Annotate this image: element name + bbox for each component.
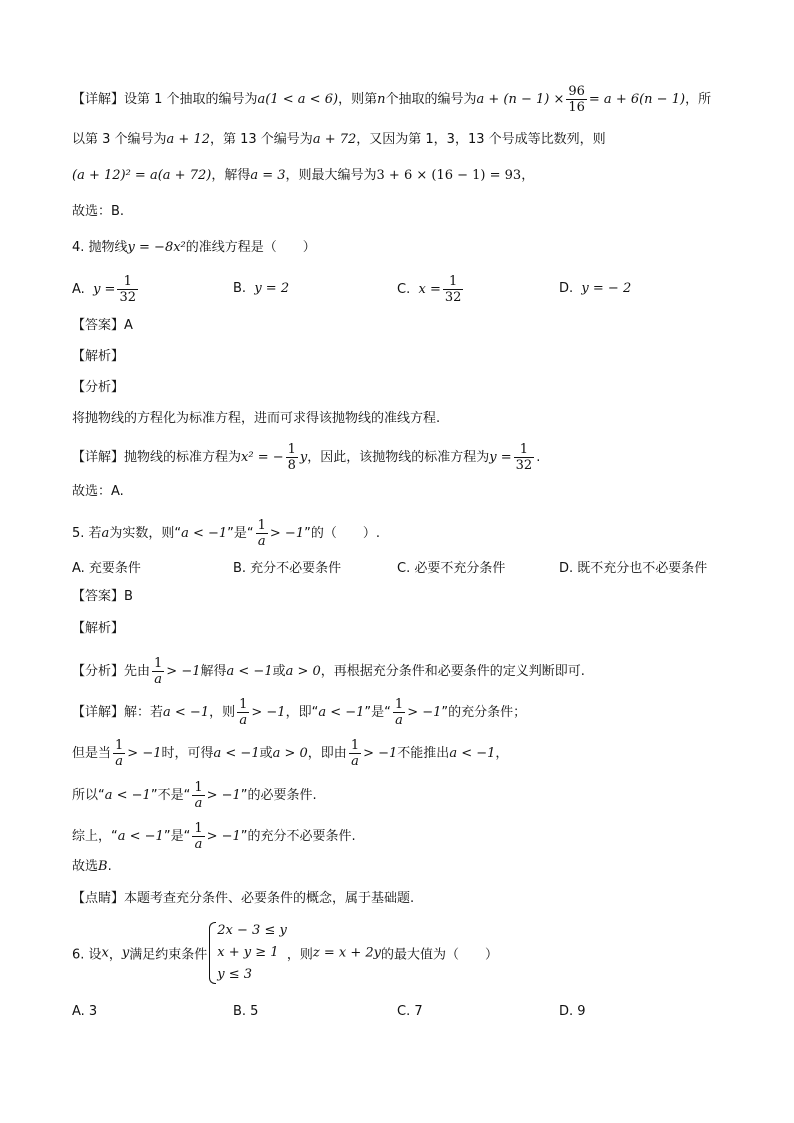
- text: ，则第: [338, 92, 378, 107]
- math: a: [101, 526, 110, 541]
- text: ，则最大编号为: [285, 168, 377, 183]
- text: ，又因为第 1，3，13 个号成等比数列，则: [356, 132, 606, 147]
- text: ”是“: [364, 705, 391, 720]
- q4-fenxi-text: 将抛物线的方程化为标准方程，进而可求得该抛物线的准线方程.: [72, 411, 441, 426]
- math: > −1: [407, 705, 442, 720]
- math: > −1: [127, 746, 162, 761]
- q5-option-d: D. 既不充分也不必要条件: [559, 561, 708, 576]
- math: z = x + 2y: [312, 945, 381, 961]
- math: (a + 12)² = a(a + 72): [72, 168, 212, 183]
- fraction: $\frac{1}{a}$: [194, 780, 203, 811]
- text: 为实数，则“: [109, 526, 182, 541]
- q5-option-a: A. 充要条件: [72, 561, 141, 576]
- text: ，则: [286, 947, 313, 963]
- q3-detail-line-3: [72, 167, 734, 185]
- math: = a + 6(n − 1): [588, 92, 686, 107]
- q4-option-b: [233, 281, 289, 296]
- math: a < −1: [449, 746, 496, 761]
- math: 3 + 6 × (16 − 1) = 93: [376, 168, 522, 183]
- q5-detail-line-4: [72, 821, 734, 852]
- q4-option-c: [397, 274, 465, 305]
- q5-option-c: C. 必要不充分条件: [397, 561, 506, 576]
- math: x² = −: [241, 450, 284, 465]
- math: y: [299, 450, 308, 465]
- text: .: [536, 450, 541, 465]
- q4-detail: [72, 442, 734, 473]
- math: x: [101, 945, 109, 961]
- q5-option-b: B. 充分不必要条件: [233, 561, 342, 576]
- text: ”不是“: [150, 788, 191, 803]
- text: 但是当: [72, 746, 112, 761]
- fraction: $\frac{1}{8}$: [287, 442, 296, 473]
- text: 满足约束条件: [129, 947, 208, 963]
- text: 所以“: [72, 788, 105, 803]
- fraction: $\frac{96}{16}$: [568, 84, 585, 115]
- constraint-system: [207, 920, 287, 986]
- text: ”是“: [227, 526, 254, 541]
- math: y =: [489, 450, 512, 465]
- q5-stem: [72, 518, 734, 549]
- q6-option-a: A. 3: [72, 1004, 98, 1019]
- text: ，: [108, 947, 122, 963]
- fraction: $\frac{1}{a}$: [239, 697, 248, 728]
- text: ”的充分条件；: [441, 705, 527, 720]
- q5-detail-line-3: [72, 780, 734, 811]
- math: > −1: [269, 526, 305, 541]
- text: ，: [495, 746, 509, 761]
- math: > −1: [251, 705, 286, 720]
- q4-fenxi-tag: 【分析】: [72, 380, 125, 395]
- math: x =: [418, 282, 441, 297]
- math: a < −1: [181, 526, 228, 541]
- option-label: C.: [397, 282, 411, 297]
- text: 【详解】解：若: [72, 705, 164, 720]
- fraction: $\frac{1}{a}$: [115, 738, 124, 769]
- fraction: $\frac{1}{a}$: [194, 821, 203, 852]
- q5-comment: 【点睛】本题考查充分条件、必要条件的概念，属于基础题.: [72, 891, 415, 906]
- fraction: $\frac{1}{32}$: [444, 274, 462, 305]
- text: ，所: [685, 92, 712, 107]
- fraction: $\frac{1}{a}$: [350, 738, 360, 769]
- math: a(1 < a < 6): [257, 92, 339, 107]
- math: a < −1: [104, 788, 151, 803]
- math: n: [377, 92, 386, 107]
- fraction: $\frac{1}{a}$: [154, 656, 163, 687]
- math: > −1: [363, 746, 398, 761]
- math: B: [98, 859, 108, 874]
- math: a = 3: [250, 168, 286, 183]
- option-label: D.: [559, 281, 574, 296]
- text: ，因此，该抛物线的标准方程为: [307, 450, 490, 465]
- text: 个抽取的编号为: [385, 92, 477, 107]
- text: 不能推出: [397, 746, 450, 761]
- math: a < −1: [318, 705, 365, 720]
- constraint: x + y ≥ 1: [217, 945, 279, 960]
- text: 【详解】抛物线的标准方程为: [72, 450, 242, 465]
- math: a + 12: [166, 132, 210, 147]
- option-label: A.: [72, 282, 85, 297]
- text: ，: [521, 168, 535, 183]
- text: 综上，“: [72, 829, 118, 844]
- q6-stem: [72, 920, 734, 986]
- math: a < −1: [163, 705, 210, 720]
- text: ，即“: [285, 705, 319, 720]
- q6-option-d: D. 9: [559, 1004, 586, 1019]
- option-label: B.: [233, 281, 247, 296]
- text: ，再根据充分条件和必要条件的定义判断即可.: [320, 664, 585, 679]
- text: ，即由: [307, 746, 347, 761]
- math: a + (n − 1) ×: [476, 92, 565, 107]
- math: y = 2: [254, 281, 290, 296]
- math: y = −8x²: [127, 240, 186, 255]
- q4-answer: 【答案】A: [72, 318, 133, 333]
- detail-label: 【详解】设第 1 个抽取的编号为: [72, 92, 258, 107]
- q4-analysis: 【解析】: [72, 349, 125, 364]
- math: a < −1: [226, 664, 273, 679]
- q5-choose: [72, 858, 734, 876]
- text: 【分析】先由: [72, 664, 151, 679]
- q6-option-c: C. 7: [397, 1004, 423, 1019]
- fraction: $\frac{1}{32}$: [119, 274, 136, 305]
- q6-option-b: B. 5: [233, 1004, 259, 1019]
- fraction: $\frac{1}{a}$: [394, 697, 404, 728]
- math: > −1: [206, 829, 241, 844]
- text: 6. 设: [72, 947, 102, 963]
- q3-detail-line-1: [72, 84, 734, 115]
- q5-detail-line-2: [72, 738, 734, 769]
- math: a > 0: [285, 664, 321, 679]
- q5-fenxi: [72, 656, 734, 687]
- q4-stem: [72, 239, 734, 257]
- text: 或: [259, 746, 273, 761]
- q3-choose: 故选：B.: [72, 204, 125, 219]
- text: ，第 13 个编号为: [210, 132, 313, 147]
- text: 时，可得: [161, 746, 214, 761]
- text: ，解得: [211, 168, 251, 183]
- q5-detail-line-1: [72, 697, 734, 728]
- text: 5. 若: [72, 526, 102, 541]
- math: y =: [93, 282, 116, 297]
- text: ”的必要条件.: [240, 788, 317, 803]
- math: y: [121, 945, 130, 961]
- q5-analysis: 【解析】: [72, 621, 125, 636]
- text: 4. 抛物线: [72, 240, 128, 255]
- math: > −1: [166, 664, 201, 679]
- math: a < −1: [213, 746, 260, 761]
- fraction: $\frac{1}{a}$: [257, 518, 266, 549]
- math: a < −1: [117, 829, 164, 844]
- math: > −1: [206, 788, 241, 803]
- q4-option-d: [559, 281, 631, 296]
- text: 以第 3 个编号为: [72, 132, 167, 147]
- constraint: 2x − 3 ≤ y: [217, 923, 287, 938]
- q3-detail-line-2: [72, 131, 734, 149]
- math: y = − 2: [581, 281, 632, 296]
- text: 或: [272, 664, 286, 679]
- math: a + 72: [312, 132, 357, 147]
- math: a > 0: [272, 746, 308, 761]
- text: 的最大值为（ ）: [380, 947, 498, 963]
- text: ，则: [209, 705, 236, 720]
- text: 故选: [72, 859, 99, 874]
- q5-answer: 【答案】B: [72, 589, 133, 604]
- q4-option-a: [72, 274, 140, 305]
- text: ”是“: [163, 829, 191, 844]
- q4-choose: 故选：A.: [72, 484, 124, 499]
- constraint: y ≤ 3: [217, 967, 253, 982]
- text: .: [107, 859, 112, 874]
- text: 的准线方程是（ ）: [185, 240, 316, 255]
- text: ”的（ ）.: [304, 526, 380, 541]
- text: ”的充分不必要条件.: [240, 829, 356, 844]
- fraction: $\frac{1}{32}$: [515, 442, 533, 473]
- text: 解得: [200, 664, 227, 679]
